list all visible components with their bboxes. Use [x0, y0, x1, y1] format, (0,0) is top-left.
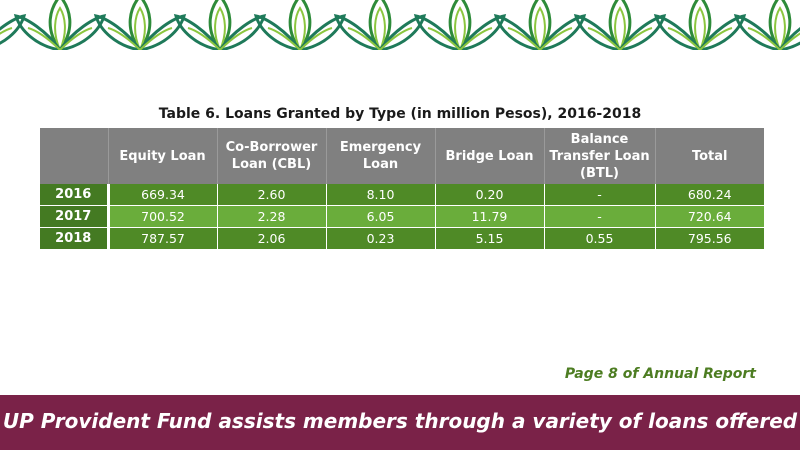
- table-cell: 11.79: [435, 206, 544, 228]
- lotus-leaf-pattern-icon: [0, 0, 800, 50]
- row-year: 2017: [40, 206, 108, 228]
- table-cell: 787.57: [108, 228, 217, 250]
- table-row: [40, 184, 764, 206]
- header-balance-transfer-loan: Balance Transfer Loan (BTL): [544, 128, 655, 184]
- table-cell: 0.23: [326, 228, 435, 250]
- table-cell: 0.20: [435, 184, 544, 206]
- row-year: 2018: [40, 228, 108, 250]
- header-total: Total: [655, 128, 764, 184]
- header-bridge-loan: Bridge Loan: [435, 128, 544, 184]
- table-cell: 2.60: [217, 184, 326, 206]
- header-emergency-loan: Emergency Loan: [326, 128, 435, 184]
- table-cell: -: [544, 206, 655, 228]
- table-cell: 700.52: [108, 206, 217, 228]
- table-cell: 720.64: [655, 206, 764, 228]
- row-year: 2016: [40, 184, 108, 206]
- table-cell: -: [544, 184, 655, 206]
- footer-banner: [0, 395, 800, 450]
- table-cell: 8.10: [326, 184, 435, 206]
- header-corner: [40, 128, 108, 184]
- table-row: [40, 228, 764, 250]
- table-row: [40, 206, 764, 228]
- table-title: Table 6. Loans Granted by Type (in million Pesos), 2016-2018: [158, 106, 642, 122]
- footer-caption: UP Provident Fund assists members through a variety of loans offered: [2, 409, 798, 433]
- table-header-row: [40, 128, 764, 184]
- table-cell: 6.05: [326, 206, 435, 228]
- table-cell: 795.56: [655, 228, 764, 250]
- header-co-borrower-loan: Co-Borrower Loan (CBL): [217, 128, 326, 184]
- table-cell: 5.15: [435, 228, 544, 250]
- table-cell: 0.55: [544, 228, 655, 250]
- loans-table: [40, 128, 764, 250]
- page-reference-note: Page 8 of Annual Report: [564, 366, 756, 382]
- header-equity-loan: Equity Loan: [108, 128, 217, 184]
- table-cell: 2.06: [217, 228, 326, 250]
- table-cell: 669.34: [108, 184, 217, 206]
- table-cell: 680.24: [655, 184, 764, 206]
- table-cell: 2.28: [217, 206, 326, 228]
